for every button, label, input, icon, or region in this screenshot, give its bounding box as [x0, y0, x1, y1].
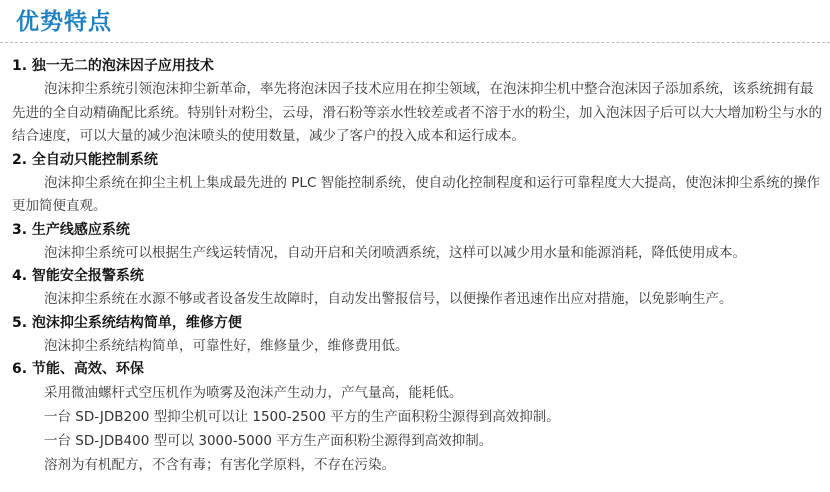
content-area	[12, 55, 824, 477]
section-line: 溶剂为有机配方，不含有毒；有害化学原料，不存在污染。	[44, 457, 395, 473]
section-4	[12, 265, 824, 312]
page-title: 优势特点	[16, 9, 112, 35]
section-body: 泡沫抑尘系统在抑尘主机上集成最先进的 PLC 智能控制系统，使自动化控制程度和运行可靠程度大大提高，使泡沫抑尘系统的操作更加简便直观。	[12, 174, 821, 214]
section-line: 采用微油螺杆式空压机作为喷雾及泡沫产生动力，产气量高，能耗低。	[44, 385, 463, 401]
section-body: 泡沫抑尘系统引领泡沫抑尘新革命，率先将泡沫因子技术应用在抑尘领域，在泡沫抑尘机中整合泡沫因子添加系统，该系统拥有最先进的全自动精确配比系统。特别针对粉尘，云母，滑石粉等亲水性较差或者不溶于水的粉尘，加入泡沫因子后可以大大增加粉尘与水的结合速度，可以大量的减少泡沫喷头的使用数量，减少了客户的投入成本和运行成本。	[12, 81, 822, 144]
section-1	[12, 55, 824, 149]
section-heading: 6. 节能、高效、环保	[12, 361, 144, 377]
title-divider	[0, 42, 830, 43]
section-body: 泡沫抑尘系统结构简单，可靠性好，维修量少，维修费用低。	[44, 337, 409, 354]
section-heading: 3. 生产线感应系统	[12, 221, 130, 238]
section-5	[12, 312, 824, 359]
section-2	[12, 149, 824, 219]
section-heading: 1. 独一无二的泡沫因子应用技术	[12, 58, 214, 74]
section-3	[12, 219, 824, 266]
section-body: 泡沫抑尘系统可以根据生产线运转情况，自动开启和关闭喷洒系统，这样可以减少用水量和能源消耗，降低使用成本。	[44, 244, 746, 261]
section-6	[12, 358, 824, 477]
section-body: 泡沫抑尘系统在水源不够或者设备发生故障时，自动发出警报信号，以便操作者迅速作出应对措施，以免影响生产。	[44, 291, 733, 307]
section-line: 一台 SD-JDB400 型可以 3000-5000 平方生产面积粉尘源得到高效抑制。	[44, 433, 493, 449]
section-heading: 4. 智能安全报警系统	[12, 268, 144, 284]
section-line: 一台 SD-JDB200 型抑尘机可以让 1500-2500 平方的生产面积粉尘源得到高效抑制。	[44, 409, 560, 425]
section-heading: 5. 泡沫抑尘系统结构简单，维修方便	[12, 314, 242, 331]
section-heading: 2. 全自动只能控制系统	[12, 151, 158, 168]
